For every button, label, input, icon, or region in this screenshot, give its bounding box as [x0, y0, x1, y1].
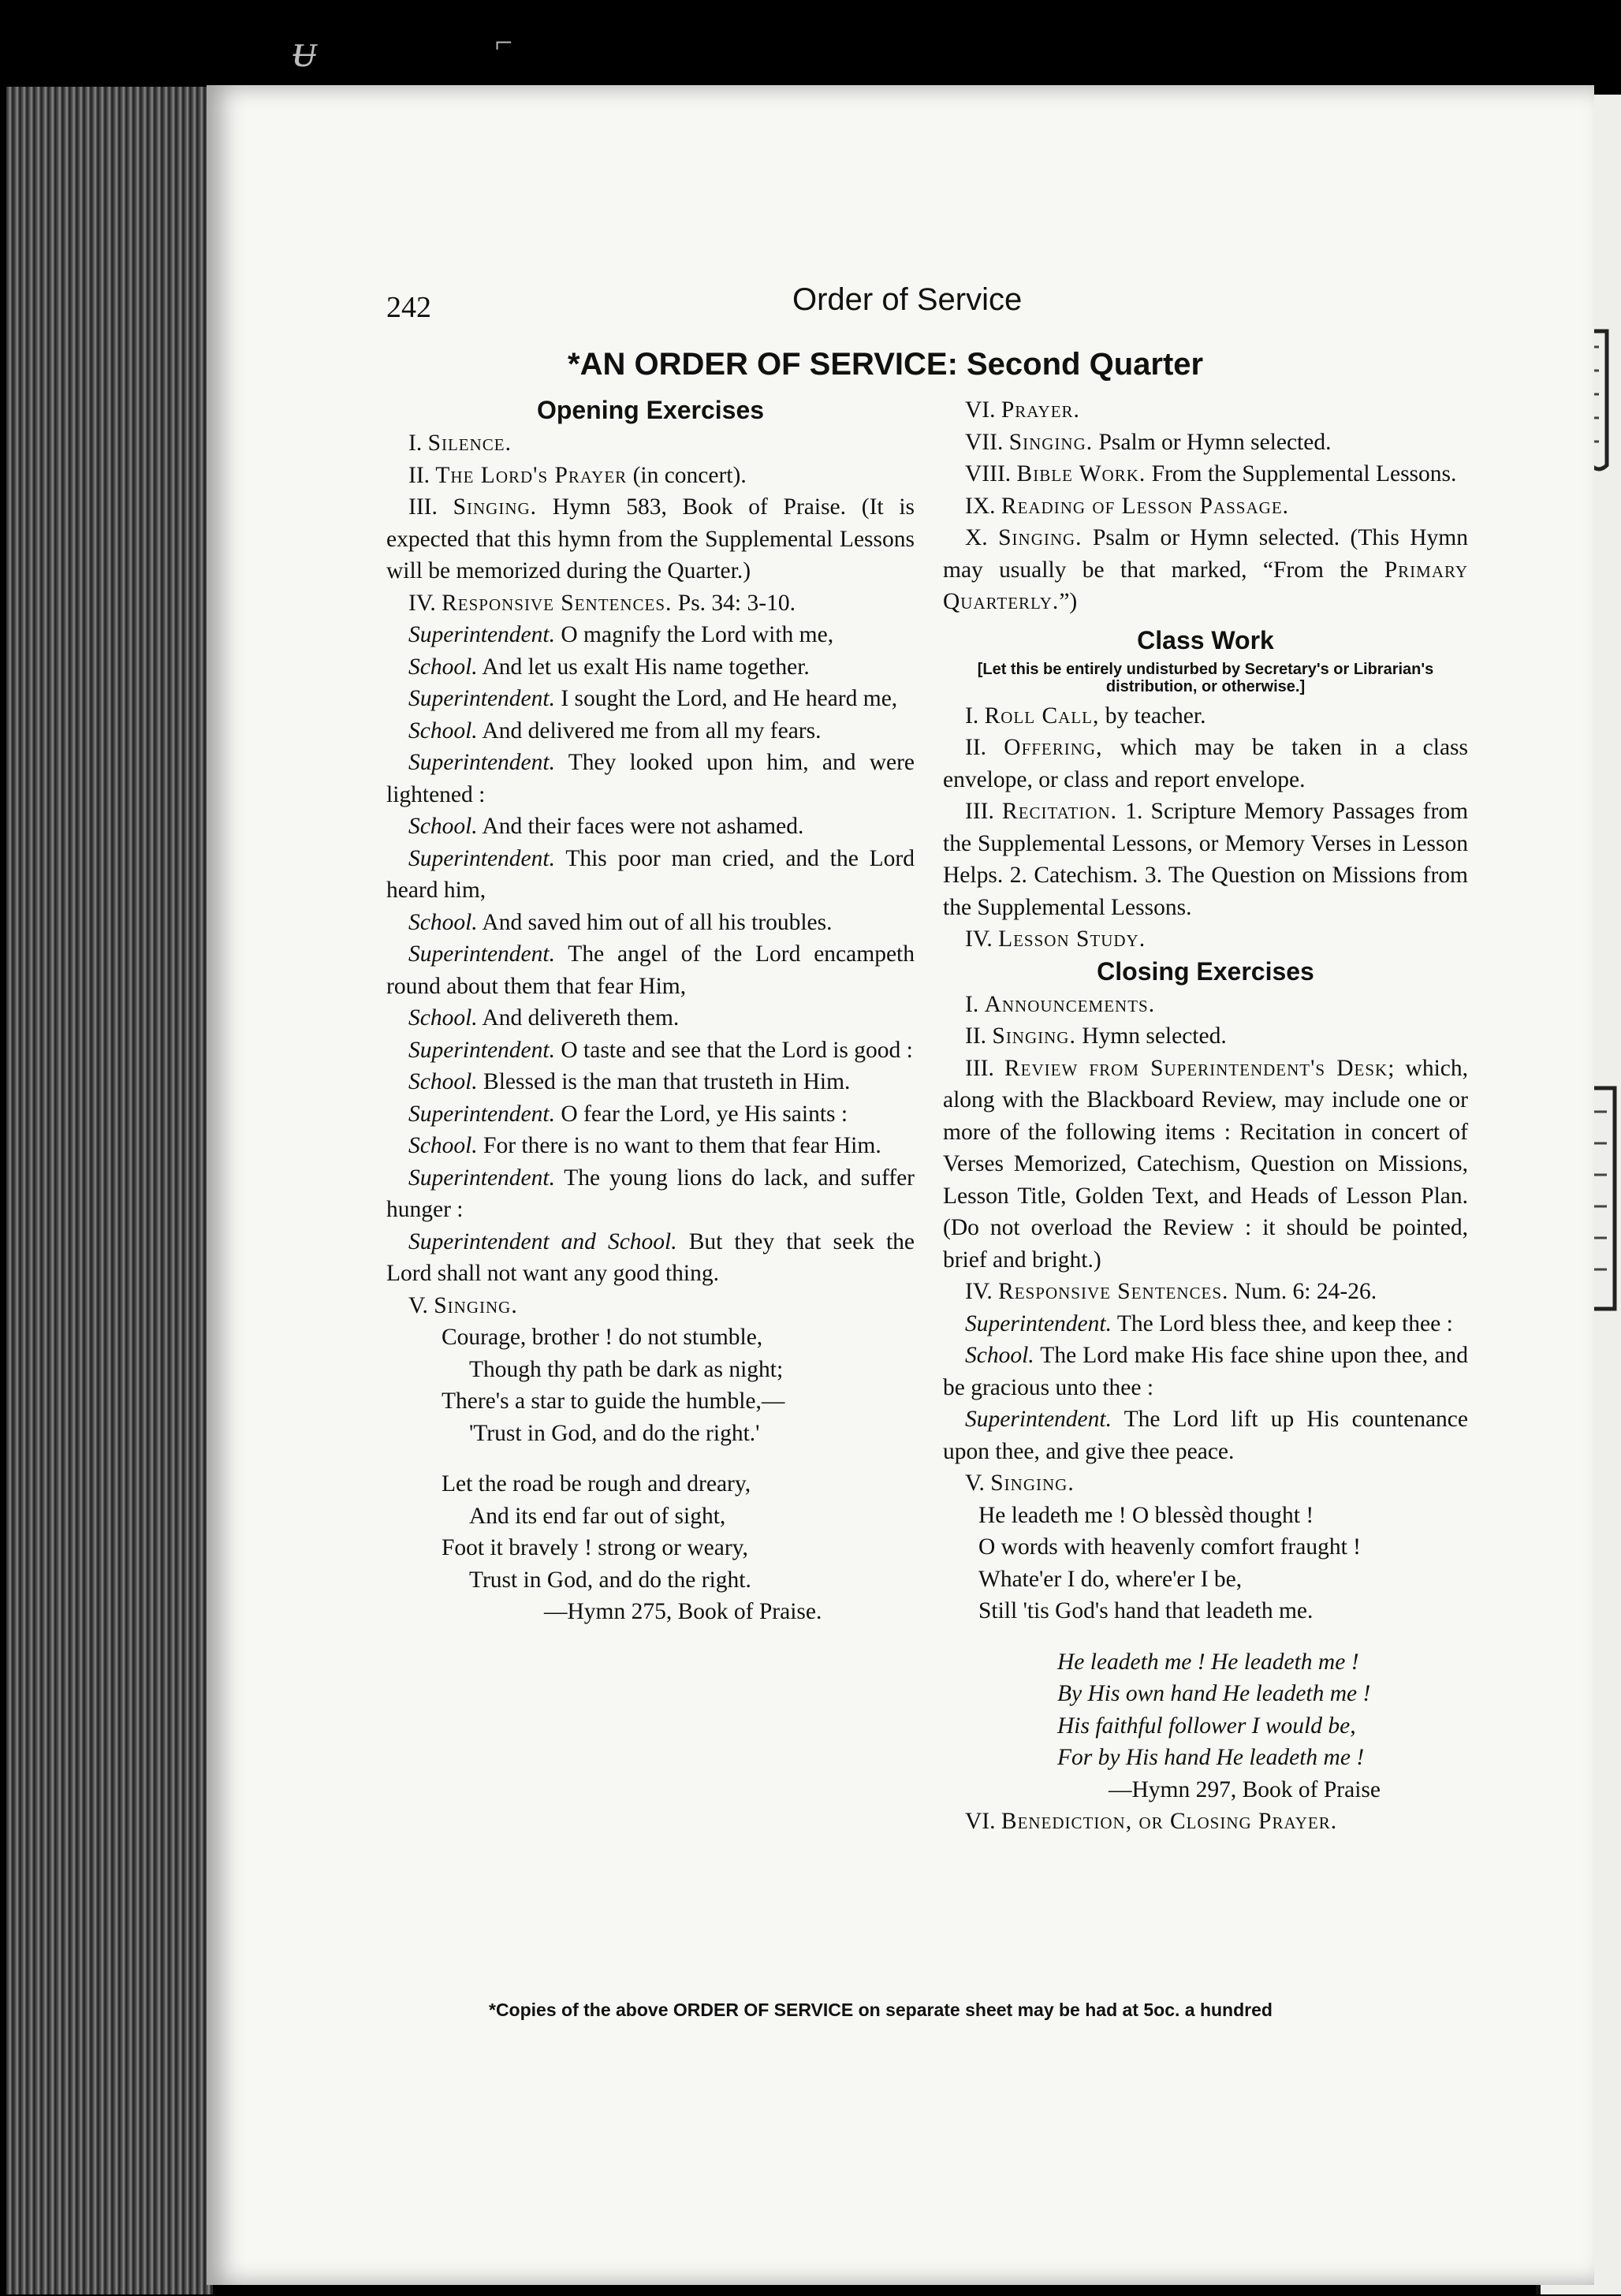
responsive-line — [386, 747, 915, 811]
responsive-line — [386, 1098, 915, 1131]
opening-item-singing-psalm: VII. Singing. Psalm or Hymn selected. — [965, 429, 1332, 455]
page-title: *AN ORDER OF SERVICE: Second Quarter — [568, 347, 1204, 382]
speaker-label: Superintendent. — [408, 1165, 555, 1191]
hymn-line: There's a star to guide the humble,— — [442, 1388, 785, 1414]
speaker-label: Superintendent. — [408, 750, 555, 775]
closing-item-announcements: I. Announcements. — [965, 991, 1156, 1017]
speaker-label: Superintendent. — [408, 1037, 555, 1063]
speaker-label: Superintendent. — [965, 1407, 1112, 1432]
hymn-297 — [943, 1500, 1468, 1806]
margin-scribble: ⌐ — [493, 24, 514, 60]
opening-item-responsive-sentences: IV. Responsive Sentences. Ps. 34: 3-10. — [408, 590, 796, 616]
hymn-line: Though thy path be dark as night; — [469, 1356, 784, 1382]
responsive-text: But they that seek the Lord shall not want any good thing. — [386, 1228, 915, 1286]
responsive-text: This poor man cried, and the Lord heard him, — [386, 845, 915, 903]
responsive-line — [943, 1403, 1468, 1467]
hymn-line: Still 'tis God's hand that leadeth me. — [978, 1598, 1314, 1623]
margin-scribble: ᵾ — [292, 24, 315, 76]
chorus-line: By His own hand He leadeth me ! — [1057, 1681, 1371, 1706]
responsive-text: Blessed is the man that trusteth in Him. — [483, 1069, 851, 1094]
speaker-label: Superintendent. — [408, 686, 555, 711]
opening-item-silence: I. Silence. — [408, 430, 512, 456]
responsive-text: O taste and see that the Lord is good : — [561, 1037, 913, 1063]
speaker-label: School. — [408, 814, 478, 839]
responsive-text: The Lord make His face shine upon thee, and be gracious unto thee : — [943, 1343, 1469, 1400]
opening-exercises-heading: Opening Exercises — [536, 396, 765, 424]
closing-item-review: III. Review from Superintendent's Desk; which, along with the Blackboard Review, may include one or more of the following items : Recitation in concert of Verses Memorized, Catechism, Question on Missions, Lesson Title, Golden Text, and Heads of Lesson Plan. (Do not overload the Review : it should be pointed, brief and bright.) — [943, 1055, 1468, 1273]
responsive-text: O magnify the Lord with me, — [561, 622, 834, 647]
responsive-line — [943, 1308, 1468, 1340]
speaker-label: Superintendent and School. — [408, 1228, 677, 1254]
page-number: 242 — [386, 291, 431, 324]
hymn-citation: —Hymn 297, Book of Praise — [1109, 1776, 1381, 1802]
responsive-text: And their faces were not ashamed. — [482, 814, 804, 839]
speaker-label: School. — [408, 654, 478, 680]
hymn-line: He leadeth me ! O blessèd thought ! — [978, 1502, 1314, 1528]
speaker-label: Superintendent. — [408, 845, 555, 871]
responsive-text: For there is no want to them that fear Him. — [483, 1133, 881, 1158]
class-item-roll-call: I. Roll Call, by teacher. — [965, 703, 1206, 729]
responsive-text: And delivered me from all my fears. — [482, 718, 822, 744]
closing-item-benediction: VI. Benediction, or Closing Prayer. — [965, 1809, 1338, 1834]
running-head: Order of Service — [792, 282, 1023, 317]
speaker-label: School. — [965, 1343, 1034, 1368]
left-column — [386, 394, 915, 1628]
chorus-line: For by His hand He leadeth me ! — [1057, 1745, 1365, 1770]
responsive-line — [386, 938, 915, 1002]
hymn-line: O words with heavenly comfort fraught ! — [978, 1534, 1361, 1560]
opening-item-reading: IX. Reading of Lesson Passage. — [965, 493, 1290, 519]
opening-item-singing-selected: X. Singing. Psalm or Hymn selected. (This Hymn may usually be that marked, “From the Primary Quarterly.”) — [943, 525, 1469, 614]
responsive-text: The Lord bless thee, and keep thee : — [1116, 1310, 1453, 1336]
closing-item-singing: II. Singing. Hymn selected. — [965, 1023, 1227, 1049]
hymn-line: Courage, brother ! do not stumble, — [442, 1325, 763, 1350]
responsive-line — [386, 1226, 915, 1290]
closing-exercises-heading: Closing Exercises — [1097, 956, 1314, 986]
hymn-line: Foot it bravely ! strong or weary, — [442, 1535, 748, 1560]
speaker-label: Superintendent. — [965, 1310, 1112, 1336]
hymn-line: Trust in God, and do the right. — [469, 1567, 751, 1593]
chorus-line: His faithful follower I would be, — [1057, 1713, 1356, 1739]
opening-item-lords-prayer: II. The Lord's Prayer (in concert). — [408, 462, 747, 488]
responsive-text: The young lions do lack, and suffer hunger : — [386, 1165, 915, 1222]
hymn-line: Let the road be rough and dreary, — [442, 1471, 751, 1496]
closing-item-responsive-sentences: IV. Responsive Sentences. Num. 6: 24-26. — [965, 1279, 1377, 1304]
speaker-label: School. — [408, 1005, 478, 1031]
responsive-line — [386, 1066, 915, 1098]
responsive-line — [943, 1340, 1468, 1403]
responsive-text: They looked upon him, and were lightened : — [386, 750, 915, 807]
speaker-label: Superintendent. — [408, 941, 555, 967]
responsive-line — [386, 1002, 915, 1034]
hymn-line: Whate'er I do, where'er I be, — [978, 1566, 1243, 1592]
responsive-line — [386, 683, 915, 715]
hymn-line: And its end far out of sight, — [469, 1503, 726, 1529]
right-column — [943, 394, 1468, 1838]
responsive-exchanges — [386, 619, 915, 1290]
responsive-text: I sought the Lord, and He heard me, — [561, 686, 898, 711]
responsive-line — [386, 715, 915, 747]
opening-item-bible-work: VIII. Bible Work. From the Supplemental Lessons. — [965, 461, 1457, 486]
class-item-offering: II. Offering, which may be taken in a class envelope, or class and report envelope. — [943, 735, 1469, 792]
opening-item-prayer: VI. Prayer. — [965, 397, 1080, 423]
class-item-recitation: III. Recitation. 1. Scripture Memory Passages from the Supplemental Lessons, or Memory Verses in Lesson Helps. 2. Catechism. 3. The Question on Missions from the Supplemental Lessons. — [943, 799, 1469, 920]
book-page-edges — [6, 87, 213, 2294]
responsive-line — [386, 619, 915, 651]
responsive-line — [386, 1034, 915, 1067]
class-item-lesson-study: IV. Lesson Study. — [965, 926, 1146, 952]
responsive-line — [386, 843, 915, 907]
closing-item-singing-hymn: V. Singing. — [965, 1470, 1075, 1496]
speaker-label: School. — [408, 1133, 478, 1158]
responsive-text: And delivereth them. — [482, 1005, 680, 1031]
footnote: *Copies of the above ORDER OF SERVICE on separate sheet may be had at 5oc. a hundred — [489, 2000, 1273, 2020]
responsive-line — [386, 651, 915, 684]
speaker-label: School. — [408, 718, 478, 744]
hymn-line: 'Trust in God, and do the right.' — [469, 1420, 760, 1446]
class-work-heading: Class Work — [1137, 625, 1274, 654]
responsive-line — [386, 811, 915, 843]
opening-item-singing: III. Singing. Hymn 583, Book of Praise. (It is expected that this hymn from the Supplemental Lessons will be memorized during the Quarter.) — [386, 494, 915, 583]
hymn-275 — [386, 1321, 915, 1628]
speaker-label: School. — [408, 1069, 478, 1094]
responsive-text: And saved him out of all his troubles. — [482, 909, 833, 935]
speaker-label: Superintendent. — [408, 622, 555, 647]
opening-item-singing-hymn: V. Singing. — [408, 1292, 518, 1318]
responsive-line — [386, 1162, 915, 1226]
closing-responsive-exchanges — [943, 1308, 1468, 1468]
responsive-text: And let us exalt His name together. — [482, 654, 810, 680]
responsive-text: O fear the Lord, ye His saints : — [561, 1101, 848, 1127]
speaker-label: Superintendent. — [408, 1101, 555, 1127]
responsive-text: The Lord lift up His countenance upon thee, and give thee peace. — [943, 1407, 1468, 1464]
responsive-line — [386, 1130, 915, 1162]
speaker-label: School. — [408, 909, 478, 935]
responsive-text: The angel of the Lord encampeth round about them that fear Him, — [386, 941, 915, 999]
hymn-citation: —Hymn 275, Book of Praise. — [544, 1599, 822, 1624]
class-work-note: [Let this be entirely undisturbed by Secretary's or Librarian's distribution, or otherwise.] — [977, 660, 1434, 695]
responsive-line — [386, 907, 915, 939]
chorus-line: He leadeth me ! He leadeth me ! — [1057, 1649, 1359, 1675]
